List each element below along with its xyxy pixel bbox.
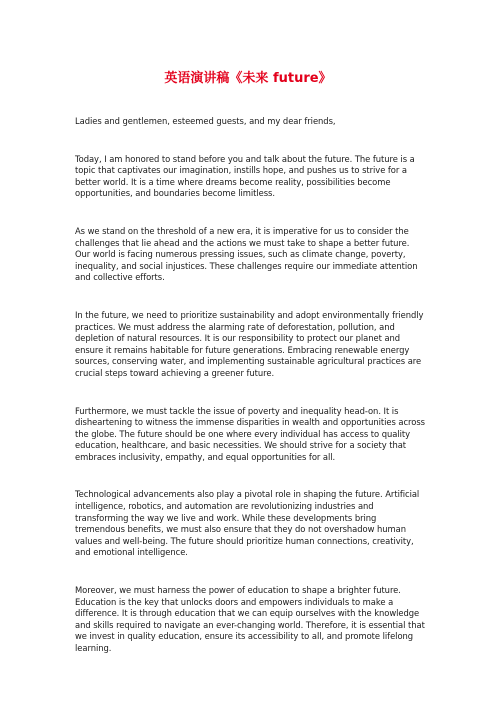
paragraph-education: Moreover, we must harness the power of education to shape a brighter future. Education is the key that unlocks doors and empowers individuals to make a difference. It is through education that we can equip ourselves with the knowledge and skills required to navigate an ever-changing world. Therefore, it is essential that we invest in quality education, ensure its accessibility to all, and promote lifelong learning. [75, 585, 425, 653]
paragraph-technology: Technological advancements also play a pivotal role in shaping the future. Artificial intelligence, robotics, and automation are revolutionizing industries and transforming the way we live and work. While these developments bring tremendous benefits, we must also ensure that they do not overshadow human values and well-being. The future should prioritize human connections, creativity, and emotional intelligence. [75, 489, 420, 558]
paragraph-sustainability: In the future, we need to prioritize sustainability and adopt environmentally friendly practices. We must address the alarming rate of deforestation, pollution, and depletion of natural resources. It is our responsibility to protect our planet and ensure it remains habitable for future generations. Embracing renewable energy sources, conserving water, and implementing sustainable agricultural practices are crucial steps toward achieving a greener future. [75, 309, 424, 378]
paragraph-poverty: Furthermore, we must tackle the issue of poverty and inequality head-on. It is disheartening to witness the immense disparities in wealth and opportunities across the globe. The future should be one where every individual has access to quality education, healthcare, and basic necessities. We should strive for a society that embraces inclusivity, empathy, and equal opportunities for all. [75, 405, 425, 462]
paragraph-challenges: As we stand on the threshold of a new era, it is imperative for us to consider the challenges that lie ahead and the actions we must take to shape a better future. Our world is facing numerous pressing issues, such as climate change, poverty, inequality, and social injustices. These challenges require our immediate attention and collective efforts. [75, 225, 418, 283]
document-title: 英语演讲稿《未来 future》 [164, 71, 332, 86]
paragraph-introduction: Today, I am honored to stand before you and talk about the future. The future is a topic that captivates our imagination, instills hope, and pushes us to strive for a better world. It is a time where dreams become reality, possibilities become opportunities, and boundaries become limitless. [75, 153, 415, 199]
paragraph-greeting: Ladies and gentlemen, esteemed guests, and my dear friends, [75, 116, 336, 126]
document-body [75, 116, 425, 681]
